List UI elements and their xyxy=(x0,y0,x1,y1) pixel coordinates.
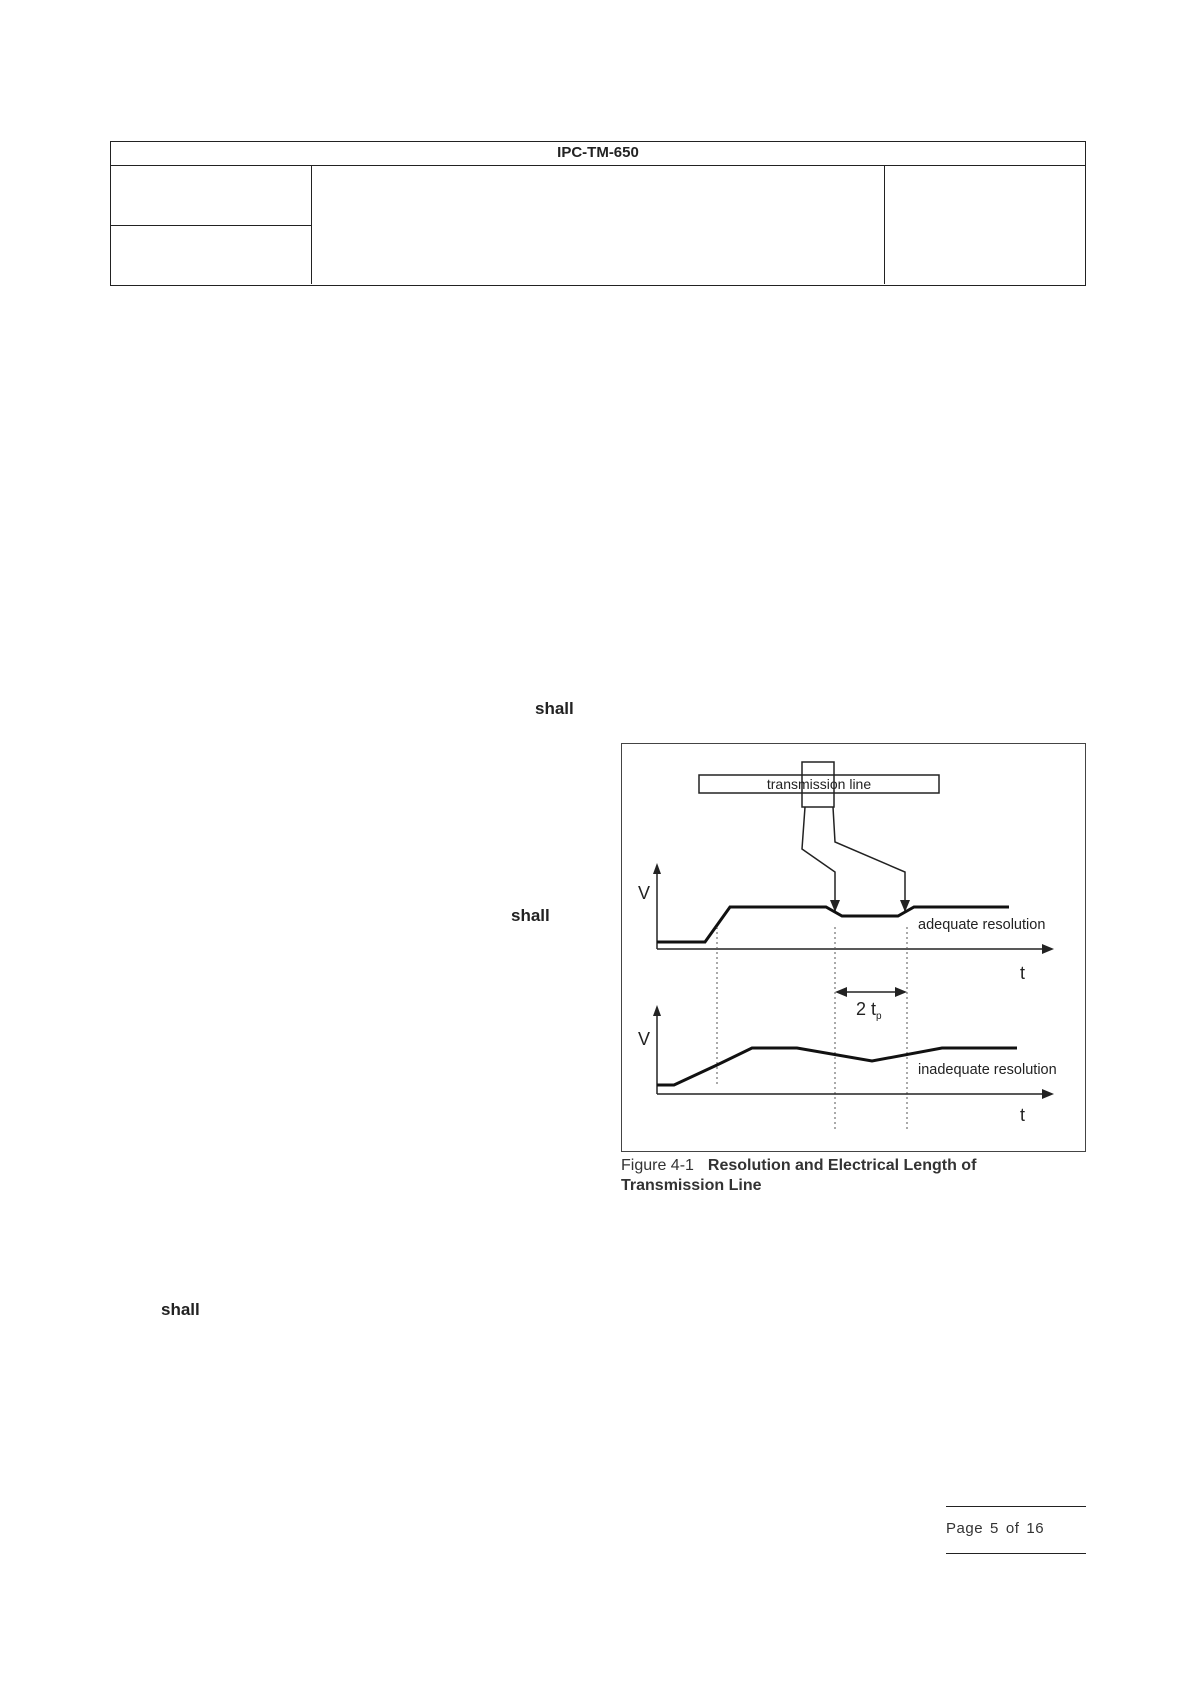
bottom-plot-y-label: V xyxy=(638,1029,651,1049)
of-word: of xyxy=(1005,1520,1020,1537)
bottom-plot-x-arrow xyxy=(1042,1089,1054,1099)
bottom-plot-x-label: t xyxy=(1020,1105,1026,1125)
body-word-shall: shall xyxy=(511,906,550,925)
top-plot-x-arrow xyxy=(1042,944,1054,954)
bottom-plot-annotation: inadequate resolution xyxy=(918,1062,1057,1078)
lead-left xyxy=(802,807,835,912)
span-arrow-left-head xyxy=(835,987,847,997)
total-pages: 16 xyxy=(1026,1520,1045,1537)
top-plot-annotation: adequate resolution xyxy=(918,917,1046,933)
bottom-plot-y-arrow xyxy=(653,1005,661,1016)
document-header-table xyxy=(110,141,1086,286)
figure-caption-label: Figure 4-1 xyxy=(621,1157,694,1174)
body-word-shall: shall xyxy=(161,1300,200,1319)
transmission-line-label: transmission line xyxy=(766,776,872,792)
header-cell-left-bottom xyxy=(111,226,312,284)
figure-caption xyxy=(621,1156,1041,1196)
page-number-line xyxy=(946,1520,1044,1537)
figure-4-1 xyxy=(621,743,1086,1152)
figure-caption-text: Resolution and Electrical Length of Transmission Line xyxy=(621,1157,977,1194)
top-plot-y-label: V xyxy=(638,883,651,903)
document-title: IPC-TM-650 xyxy=(111,142,1085,166)
header-cell-left-top xyxy=(111,165,312,226)
figure-diagram xyxy=(622,744,1087,1153)
lead-right xyxy=(833,807,905,912)
top-plot-x-label: t xyxy=(1020,963,1026,983)
body-word-shall: shall xyxy=(535,699,574,718)
header-cell-right xyxy=(885,165,1085,284)
page-word: Page xyxy=(946,1520,984,1537)
span-arrow-right-head xyxy=(895,987,907,997)
page-number: 5 xyxy=(990,1520,999,1537)
header-cell-center xyxy=(312,165,885,284)
top-plot-y-arrow xyxy=(653,863,661,874)
span-label: 2 $t_p$ xyxy=(856,999,882,1022)
page-footer xyxy=(946,1506,1086,1554)
